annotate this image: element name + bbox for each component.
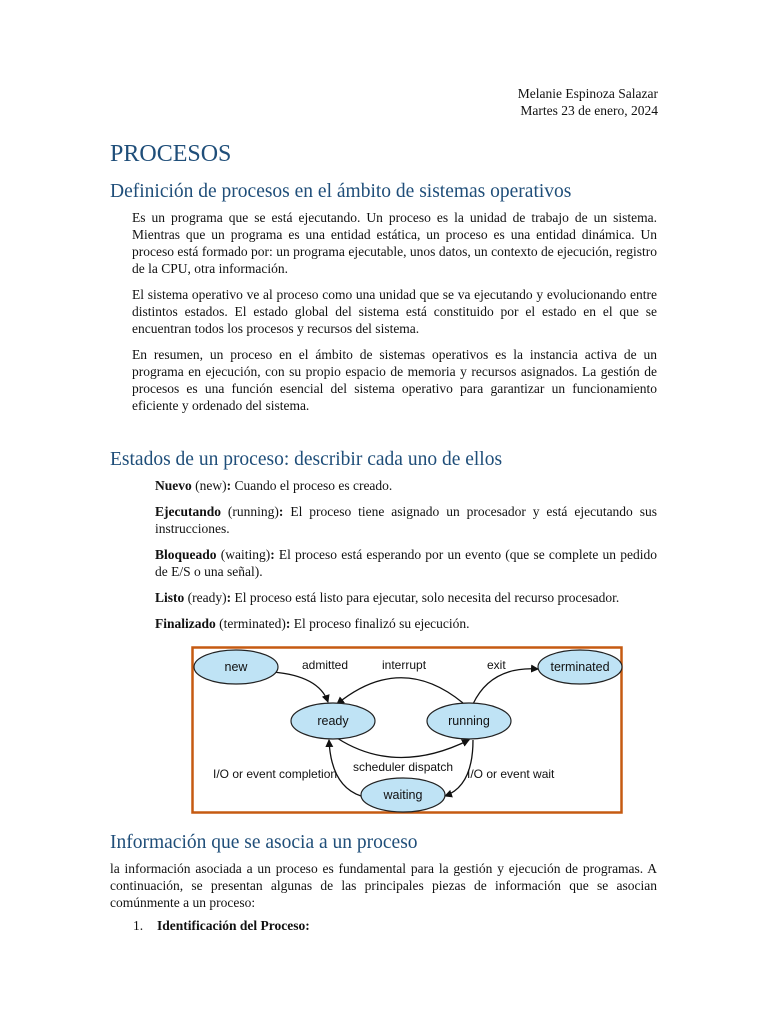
state-name: Listo <box>155 590 185 605</box>
state-english: (running) <box>221 504 279 519</box>
state-colon: : <box>226 590 232 605</box>
definition-paragraph-1: Es un programa que se está ejecutando. Un proceso es la unidad de trabajo de un sistema. Mientras que un programa es una entidad estática, un proceso es una entidad dinámica. Un proceso está formado por: un programa ejecutable, unos datos, un contexto de ejecución, registro de la CPU, otra información. <box>132 210 657 276</box>
state-description: Cuando el proceso es creado. <box>231 478 393 493</box>
list-item <box>133 918 310 934</box>
state-colon: : <box>285 616 291 631</box>
state-english: (waiting) <box>216 547 271 562</box>
edge-label-admitted: admitted <box>302 658 349 672</box>
state-name: Bloqueado <box>155 547 217 562</box>
definition-paragraph-2: El sistema operativo ve al proceso como una unidad que se va ejecutando y evolucionando entre distintos estados. El estado global del sistema está constituido por el estado en el que se encuentran todos los procesos y recursos del sistema. <box>132 287 657 336</box>
definition-paragraph-3: En resumen, un proceso en el ámbito de sistemas operativos es la instancia activa de un programa en ejecución, con su propio espacio de memoria y recursos asignados. La gestión de procesos es una función esencial del sistema operativo para garantizar un funcionamiento eficiente y ordenado del sistema. <box>132 347 657 413</box>
list-number: 1. <box>133 918 144 933</box>
state-item-running <box>155 503 657 537</box>
state-english: (new) <box>195 478 227 493</box>
state-name: Ejecutando <box>155 504 222 519</box>
process-state-diagram <box>191 646 623 814</box>
node-label-terminated: terminated <box>550 660 610 674</box>
state-name: Nuevo <box>155 478 192 493</box>
state-name: Finalizado <box>155 616 216 631</box>
state-english: (terminated) <box>215 616 286 631</box>
state-description: El proceso finalizó su ejecución. <box>290 616 470 631</box>
document-date: Martes 23 de enero, 2024 <box>520 103 658 118</box>
state-colon: : <box>226 478 232 493</box>
node-label-ready: ready <box>317 714 349 728</box>
node-label-new: new <box>224 660 248 674</box>
information-paragraph: la información asociada a un proceso es fundamental para la gestión y ejecución de programas. A continuación, se presentan algunas de las principales piezas de información que se asocian comúnmente a un proceso: <box>110 861 657 910</box>
state-colon: : <box>278 504 284 519</box>
state-item-waiting <box>155 546 657 580</box>
edge-label-scheduler-dispatch: scheduler dispatch <box>353 760 454 774</box>
list-label: Identificación del Proceso: <box>157 918 310 933</box>
edge-label-io-completion: I/O or event completion <box>213 767 338 781</box>
node-label-waiting: waiting <box>383 788 423 802</box>
document-title: PROCESOS <box>110 141 232 167</box>
section-heading-information: Información que se asocia a un proceso <box>110 832 418 853</box>
edge-label-exit: exit <box>487 658 506 672</box>
state-english: (ready) <box>184 590 227 605</box>
section-heading-states: Estados de un proceso: describir cada uno de ellos <box>110 449 503 470</box>
state-description: El proceso está esperando por un evento (que se complete un pedido de E/S o una señal). <box>155 547 657 579</box>
author-block <box>518 85 658 119</box>
author-name: Melanie Espinoza Salazar <box>517 86 658 101</box>
state-colon: : <box>270 547 275 562</box>
edge-label-interrupt: interrupt <box>382 658 427 672</box>
state-item-terminated <box>155 615 657 632</box>
state-item-ready <box>155 589 657 606</box>
node-label-running: running <box>448 714 490 728</box>
edge-label-io-wait: I/O or event wait <box>467 767 555 781</box>
state-item-new <box>155 477 657 494</box>
section-heading-definition: Definición de procesos en el ámbito de sistemas operativos <box>110 181 572 202</box>
state-description: El proceso tiene asignado un procesador y está ejecutando sus instrucciones. <box>155 504 657 536</box>
state-description: El proceso está listo para ejecutar, solo necesita del recurso procesador. <box>231 590 620 605</box>
